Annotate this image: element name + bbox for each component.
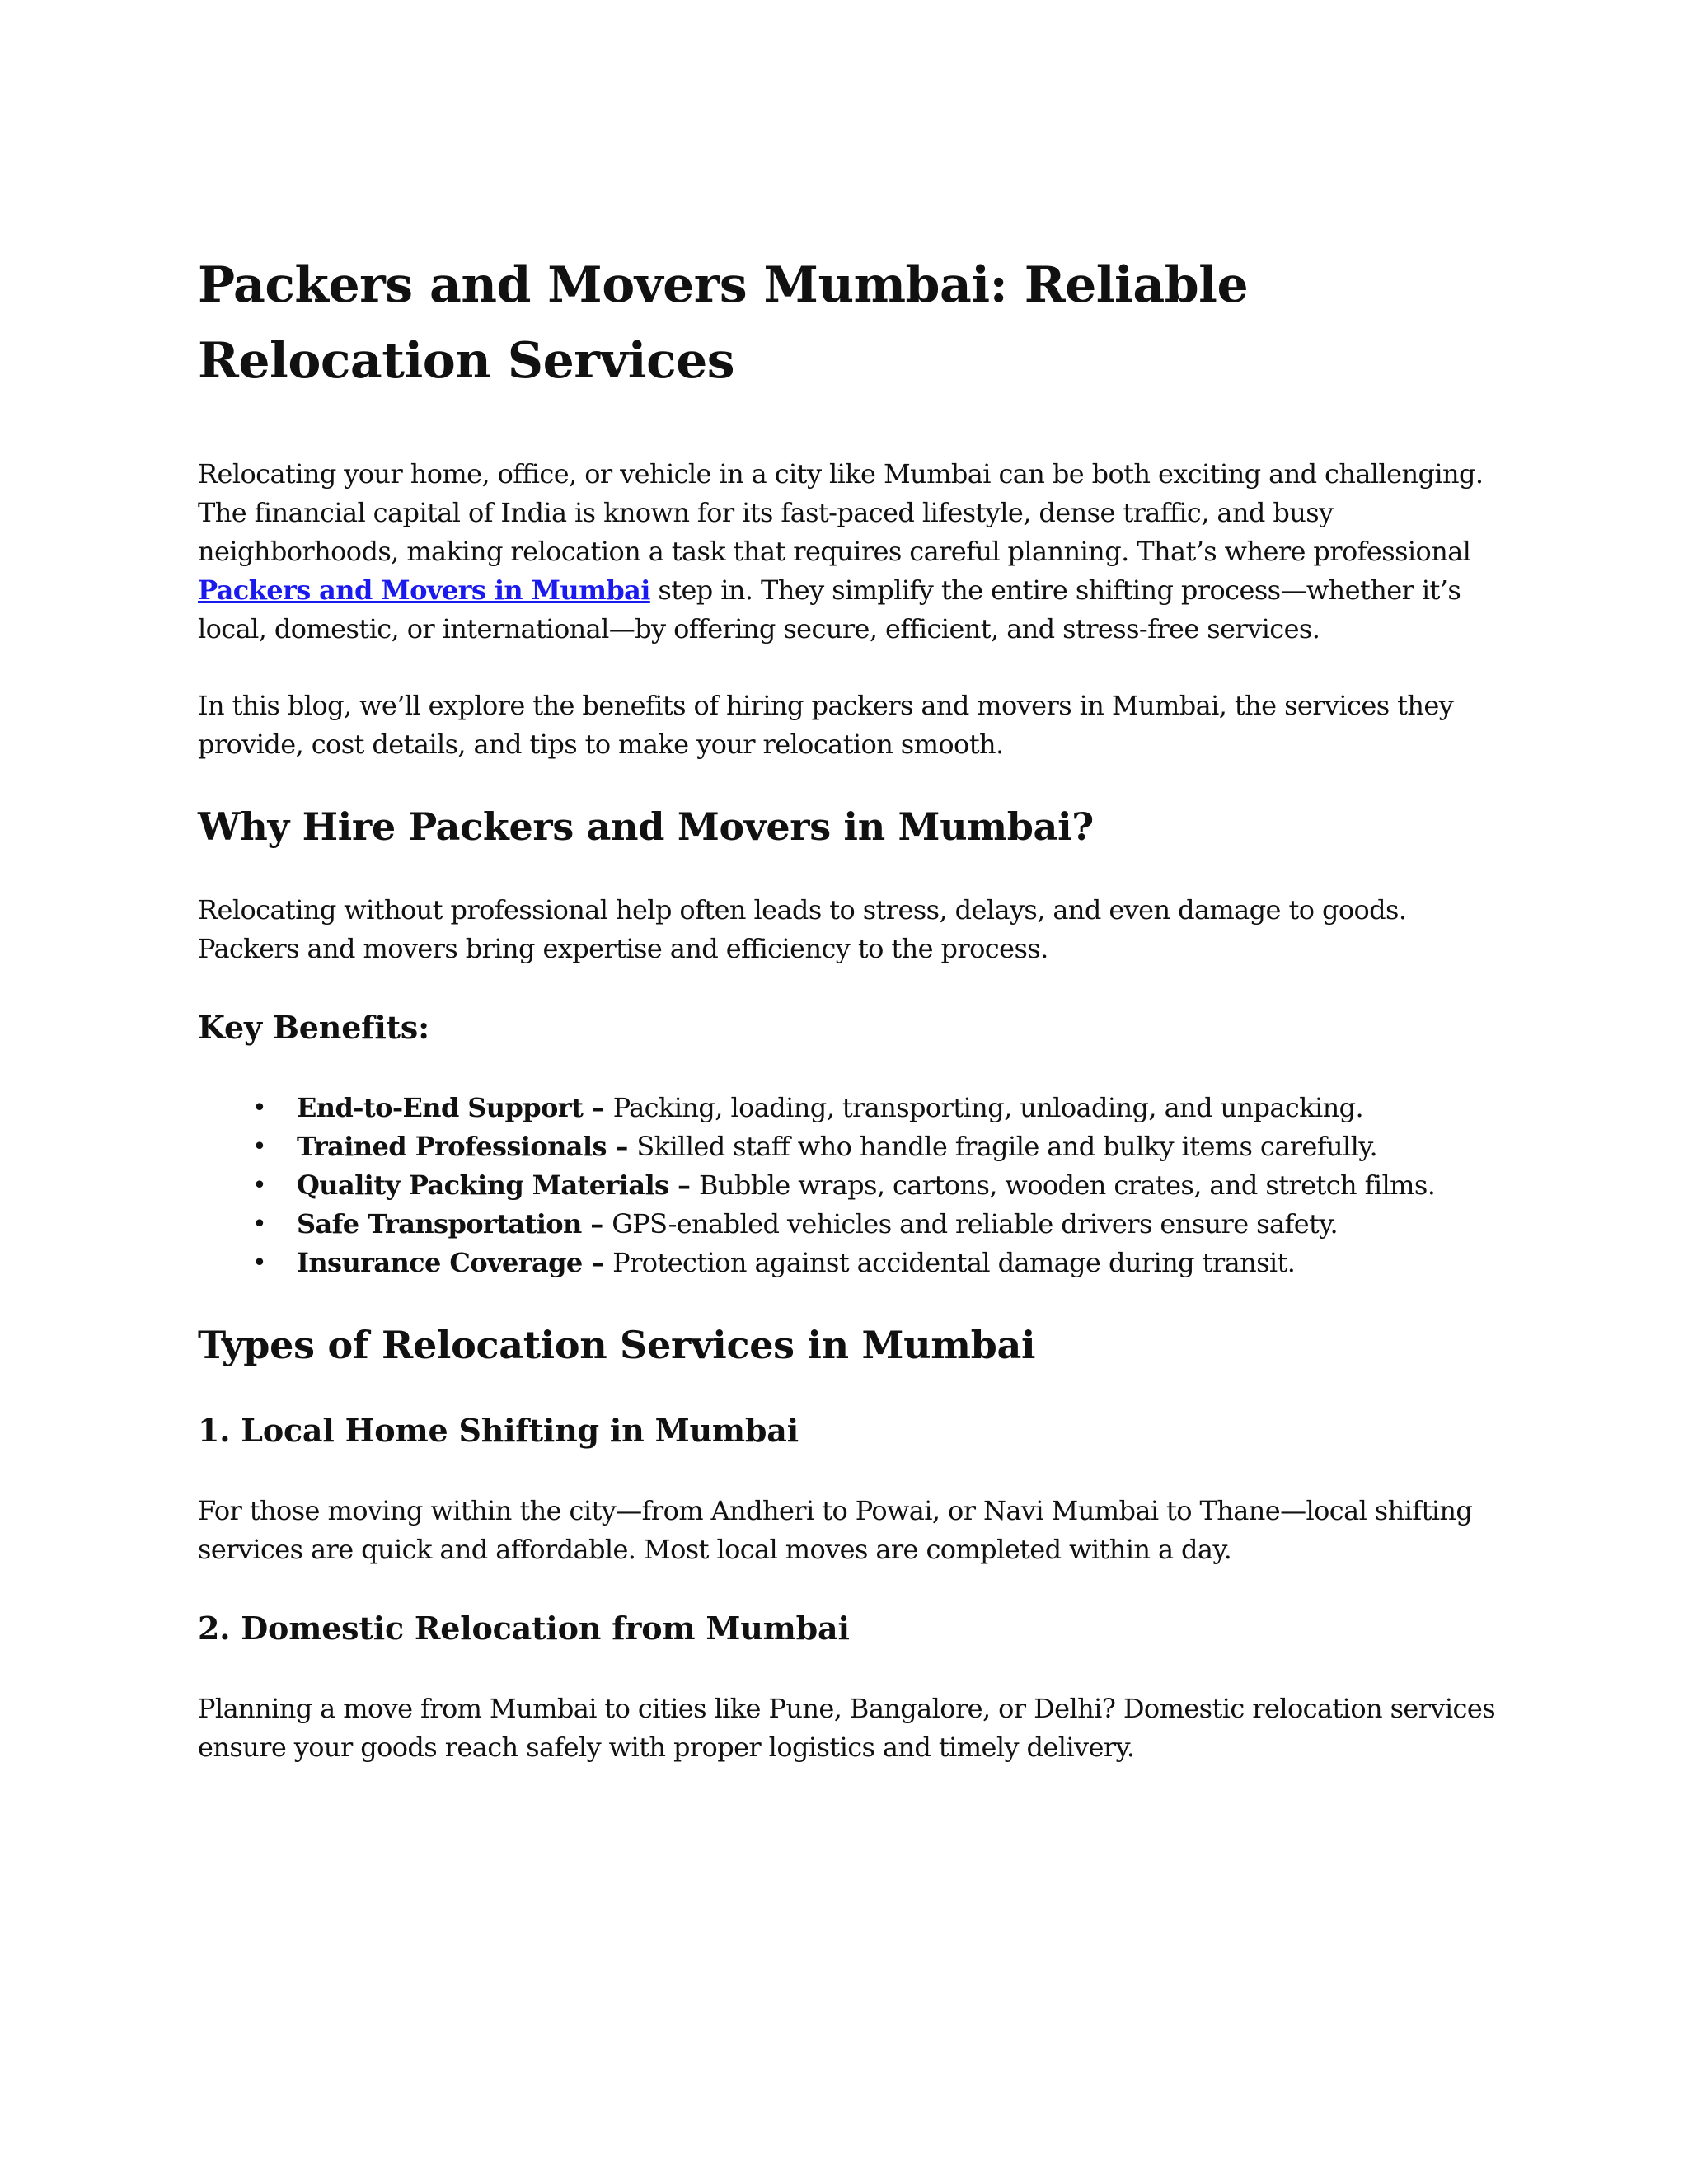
benefit-separator: – xyxy=(583,1092,613,1123)
benefit-separator: – xyxy=(606,1131,637,1162)
blog-overview-paragraph: In this blog, we’ll explore the benefits of hiring packers and movers in Mumbai, the services they provide, cost details, and tips to make your relocation smooth. xyxy=(198,690,1454,760)
local-shifting-paragraph: For those moving within the city—from Andheri to Powai, or Navi Mumbai to Thane—local shifting services are quick and affordable. Most local moves are completed within a day. xyxy=(198,1495,1473,1565)
bullet-icon: • xyxy=(252,1094,267,1122)
benefit-description: Bubble wraps, cartons, wooden crates, and stretch films. xyxy=(698,1169,1436,1201)
domestic-relocation-heading: 2. Domestic Relocation from Mumbai xyxy=(198,1610,850,1647)
types-of-services-heading: Types of Relocation Services in Mumbai xyxy=(198,1323,1036,1367)
benefit-term: Safe Transportation xyxy=(297,1208,582,1240)
domestic-relocation-paragraph: Planning a move from Mumbai to cities like Pune, Bangalore, or Delhi? Domestic relocation services ensure your goods reach safely with proper logistics and timely delivery. xyxy=(198,1693,1496,1763)
benefit-description: Packing, loading, transporting, unloading, and unpacking. xyxy=(612,1092,1364,1123)
list-item xyxy=(252,1205,1500,1244)
benefit-description: Skilled staff who handle fragile and bulky items carefully. xyxy=(636,1131,1378,1162)
bullet-icon: • xyxy=(252,1249,267,1277)
benefit-separator: – xyxy=(581,1208,612,1240)
bullet-icon: • xyxy=(252,1132,267,1161)
document-page xyxy=(198,247,1500,1805)
list-item xyxy=(252,1089,1500,1127)
intro-paragraph xyxy=(198,455,1500,649)
bullet-icon: • xyxy=(252,1210,267,1239)
list-item xyxy=(252,1244,1500,1282)
why-hire-paragraph: Relocating without professional help often leads to stress, delays, and even damage to goods. Packers and movers bring expertise and efficiency to the process. xyxy=(198,894,1407,964)
benefit-separator: – xyxy=(668,1169,699,1201)
intro-text-before-link: Relocating your home, office, or vehicle in a city like Mumbai can be both exciting and challenging. The financial capital of India is known for its fast-paced lifestyle, dense traffic, and busy neighborhoods, making relocation a task that requires careful planning. That’s where professional xyxy=(198,458,1484,567)
key-benefits-heading: Key Benefits: xyxy=(198,1009,429,1046)
benefit-term: Trained Professionals xyxy=(297,1131,607,1162)
benefit-term: Insurance Coverage xyxy=(297,1247,583,1278)
intro-text-after-link: step in. They simplify the entire shifting process—whether it’s local, domestic, or international—by offering secure, efficient, and stress-free services. xyxy=(198,574,1461,644)
list-item xyxy=(252,1166,1500,1205)
local-shifting-heading: 1. Local Home Shifting in Mumbai xyxy=(198,1412,799,1449)
why-hire-heading: Why Hire Packers and Movers in Mumbai? xyxy=(198,804,1094,849)
benefit-term: Quality Packing Materials xyxy=(297,1169,669,1201)
key-benefits-list xyxy=(198,1089,1500,1282)
benefit-separator: – xyxy=(582,1247,613,1278)
benefit-description: Protection against accidental damage during transit. xyxy=(612,1247,1296,1278)
benefit-description: GPS-enabled vehicles and reliable drivers ensure safety. xyxy=(612,1208,1339,1240)
page-title: Packers and Movers Mumbai: Reliable Relocation Services xyxy=(198,256,1249,390)
list-item xyxy=(252,1127,1500,1166)
packers-movers-mumbai-link[interactable]: Packers and Movers in Mumbai xyxy=(198,574,650,606)
benefit-term: End-to-End Support xyxy=(297,1092,584,1123)
bullet-icon: • xyxy=(252,1171,267,1200)
